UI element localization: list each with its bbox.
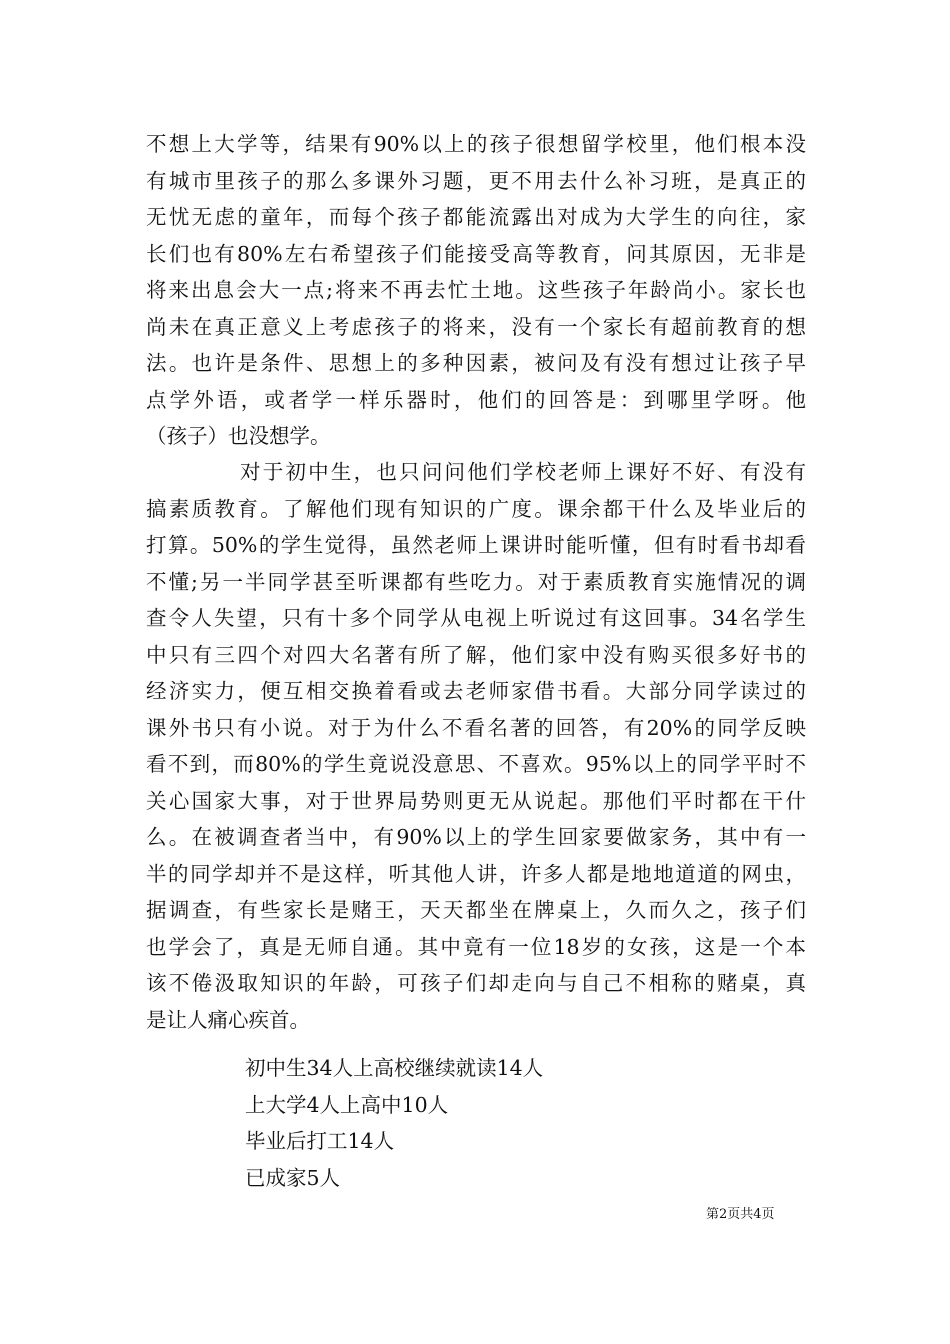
page-number: 第2页共4页 [706,1207,775,1222]
paragraph-line: 不想上大学等，结果有90%以上的孩子很想留学校里，他们根本没 [146,132,806,156]
paragraph-line: 尚未在真正意义上考虑孩子的将来，没有一个家长有超前教育的想 [146,314,806,339]
paragraph-line: 看不到，而80%的学生竟说没意思、不喜欢。95%以上的同学平时不 [146,752,806,776]
paragraph-line: 查令人失望，只有十多个同学从电视上听说过有这回事。34名学生 [146,606,806,630]
paragraph-line: 搞素质教育。了解他们现有知识的广度。课余都干什么及毕业后的 [146,496,806,521]
statistics-item: 毕业后打工14人 [245,1129,395,1153]
paragraph-2 [146,454,806,1038]
paragraph-line: 据调查，有些家长是赌王，天天都坐在牌桌上，久而久之，孩子们 [146,898,806,922]
paragraph-line: 有城市里孩子的那么多课外习题，更不用去什么补习班，是真正的 [146,168,806,193]
paragraph-line: 半的同学却并不是这样，听其他人讲，许多人都是地地道道的网虫， [146,861,806,886]
statistics-item: 已成家5人 [245,1165,341,1190]
paragraph-line: 经济实力，便互相交换着看或去老师家借书看。大部分同学读过的 [146,679,806,703]
paragraph-line: 法。也许是条件、思想上的多种因素，被问及有没有想过让孩子早 [146,351,806,375]
paragraph-line: 中只有三四个对四大名著有所了解，他们家中没有购买很多好书的 [146,642,806,667]
paragraph-line: 课外书只有小说。对于为什么不看名著的回答，有20%的同学反映 [146,715,806,740]
paragraph-line: 是让人痛心疾首。 [146,1007,310,1032]
paragraph-line: （孩子）也没想学。 [146,424,331,448]
statistics-list [245,1050,543,1196]
paragraph-line: 对于初中生，也只问问他们学校老师上课好不好、有没有 [240,460,806,484]
paragraph-line: 不懂;另一半同学甚至听课都有些吃力。对于素质教育实施情况的调 [146,569,806,594]
paragraph-line: 无忧无虑的童年，而每个孩子都能流露出对成为大学生的向往，家 [146,205,806,229]
paragraph-line: 点学外语，或者学一样乐器时，他们的回答是：到哪里学呀。他 [146,387,806,412]
paragraph-1 [146,126,806,455]
paragraph-line: 么。在被调查者当中，有90%以上的学生回家要做家务，其中有一 [146,825,806,849]
paragraph-line: 打算。50%的学生觉得，虽然老师上课讲时能听懂，但有时看书却看 [146,533,806,557]
paragraph-line: 也学会了，真是无师自通。其中竟有一位18岁的女孩，这是一个本 [146,934,806,959]
paragraph-line: 该不倦汲取知识的年龄，可孩子们却走向与自己不相称的赌桌，真 [146,971,806,995]
statistics-item: 初中生34人上高校继续就读14人 [245,1056,544,1080]
paragraph-line: 将来出息会大一点;将来不再去忙土地。这些孩子年龄尚小。家长也 [146,278,806,302]
paragraph-line: 关心国家大事，对于世界局势则更无从说起。那他们平时都在干什 [146,788,806,813]
paragraph-line: 长们也有80%左右希望孩子们能接受高等教育，问其原因，无非是 [146,241,806,266]
statistics-item: 上大学4人上高中10人 [245,1092,449,1117]
